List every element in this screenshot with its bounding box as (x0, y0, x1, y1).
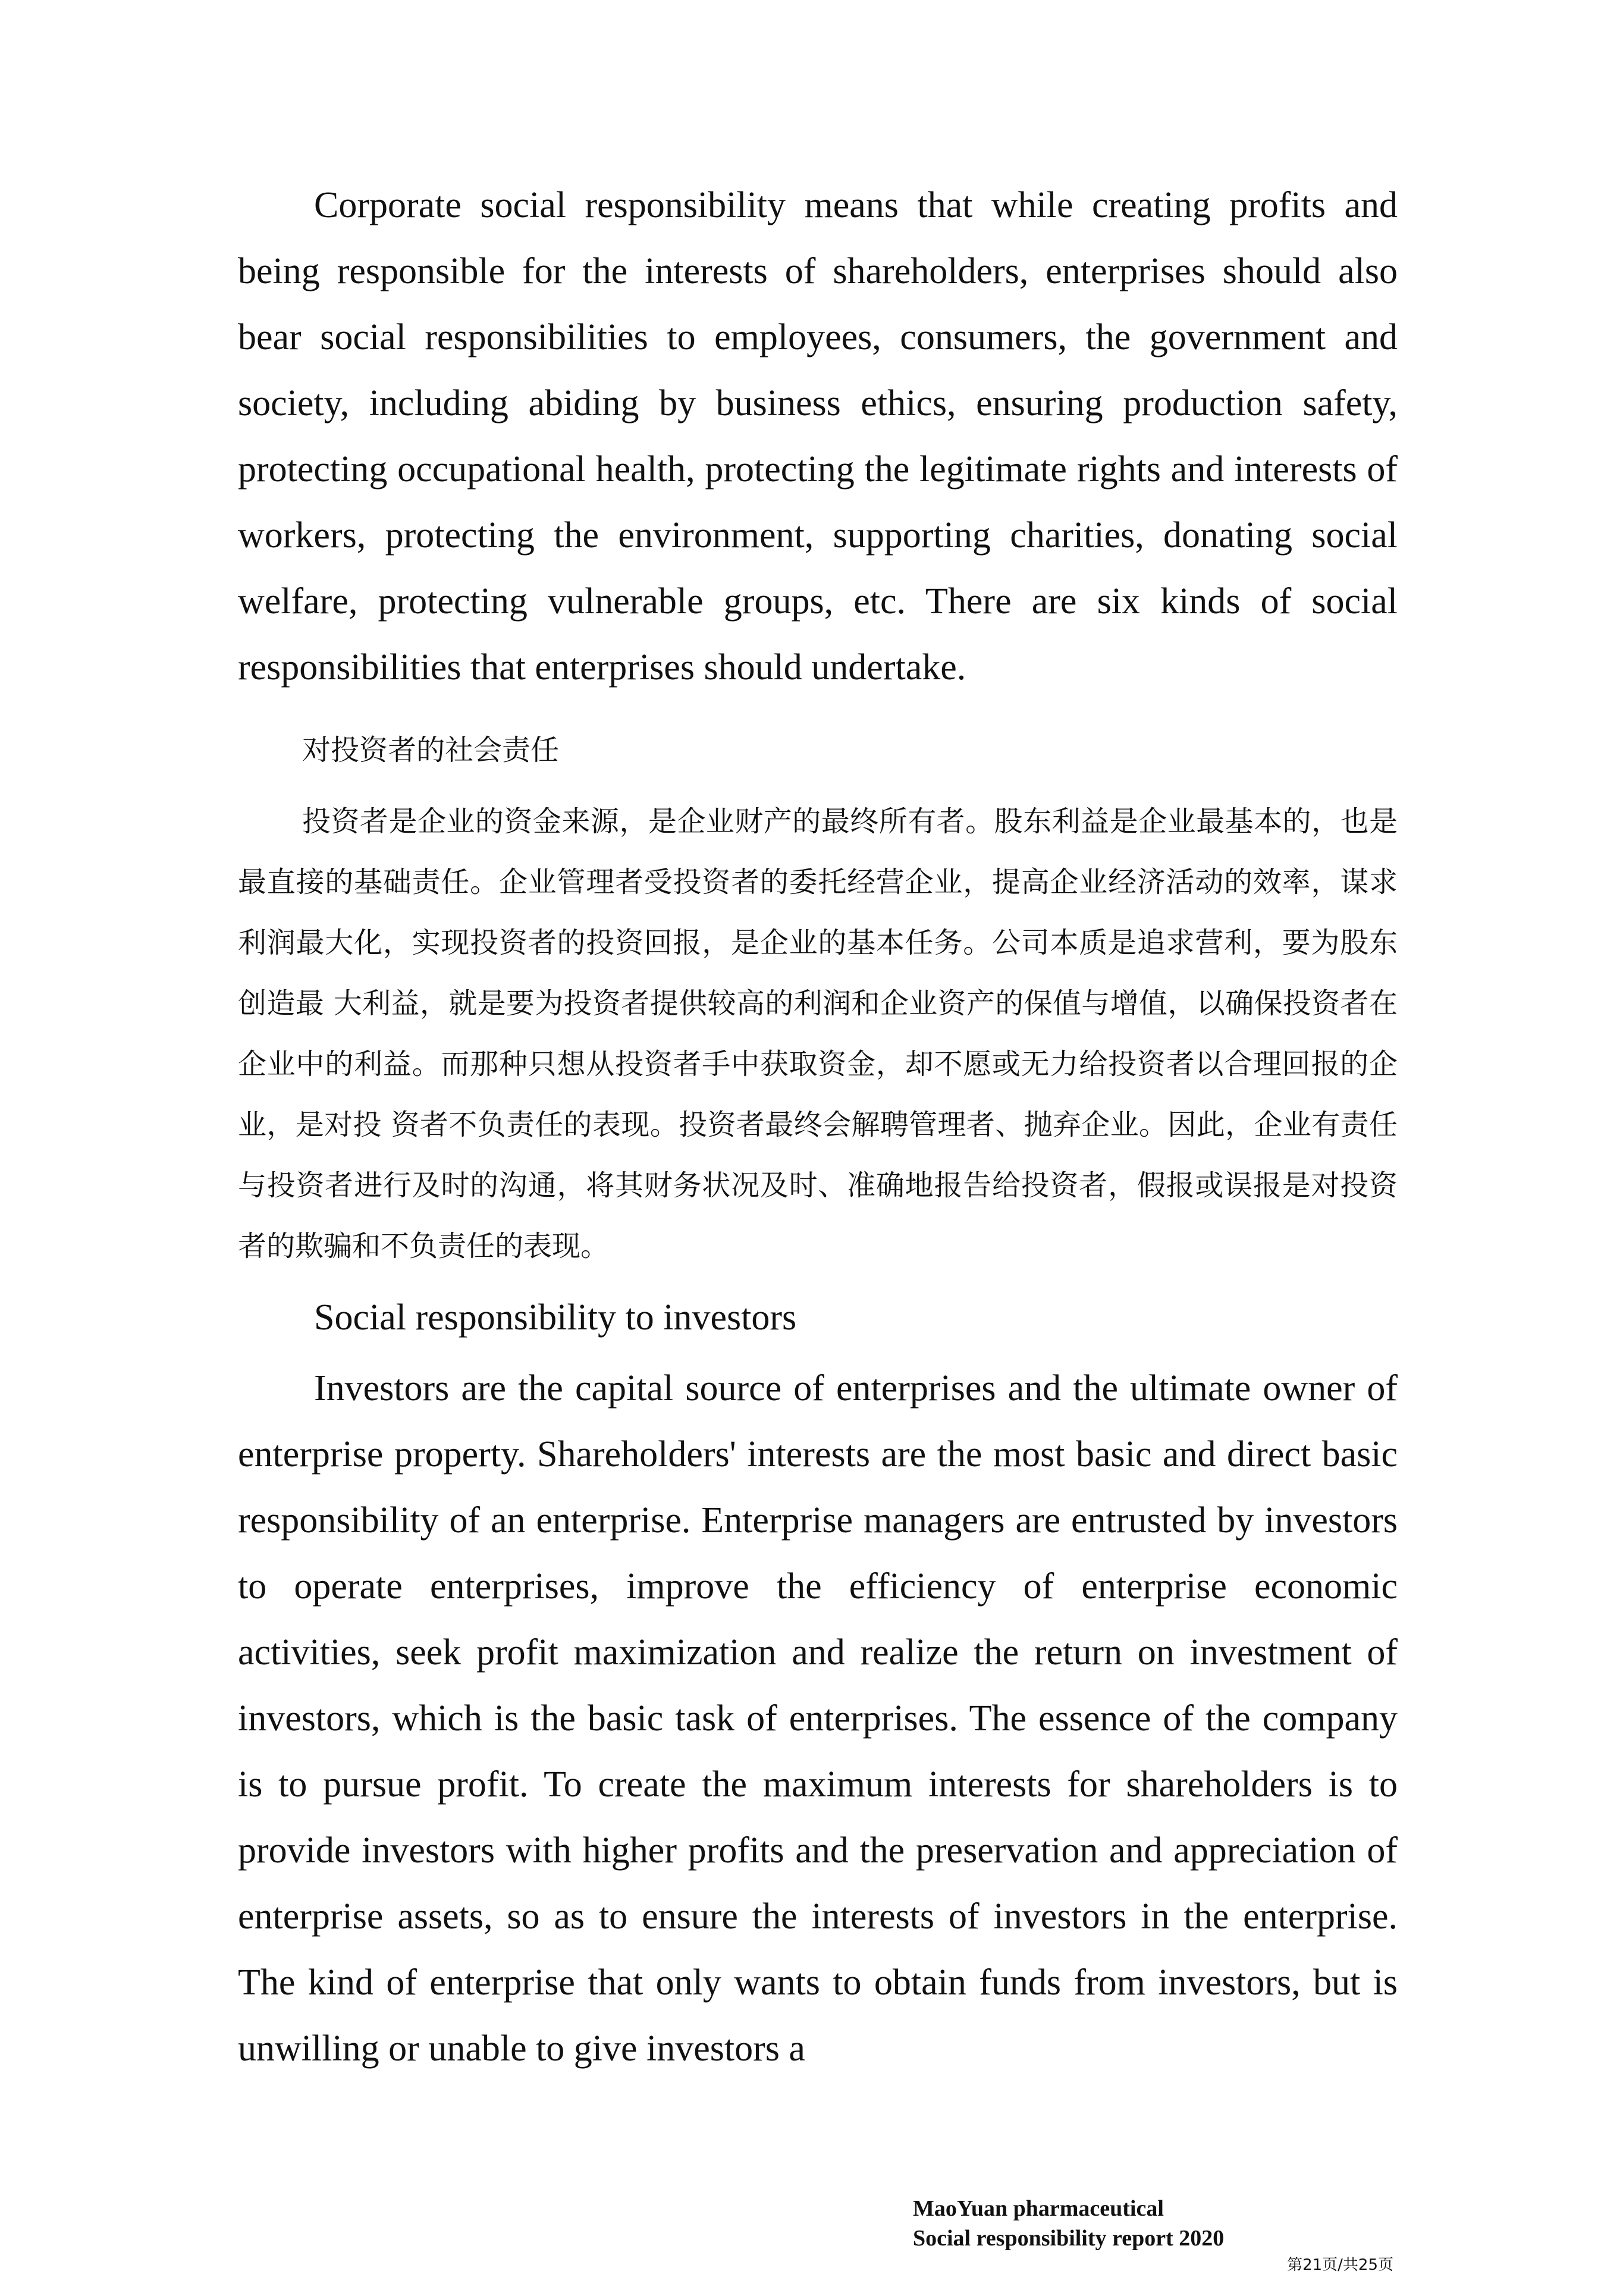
intro-paragraph-en: Corporate social responsibility means that while creating profits and being responsible for the interests of shareholders, enterprises should also bear social responsibilities to employees, consumers, the government and society, including abiding by business ethics, ensuring production safety, protecting occupational health, protecting the legitimate rights and interests of workers, protecting the environment, supporting charities, donating social welfare, protecting vulnerable groups, etc. There are six kinds of social responsibilities that enterprises should undertake. (238, 185, 1398, 688)
footer-company-name: MaoYuan pharmaceutical (913, 2196, 1164, 2221)
investors-paragraph-en: Investors are the capital source of enterprises and the ultimate owner of enterprise property. Shareholders' interests are the most basic and direct basic responsibility of an enterprise. Enterprise managers are entrusted by investors to operate enterprises, improve the efficiency of enterprise economic activities, seek profit maximization and realize the return on investment of investors, which is the basic task of enterprises. The essence of the company is to pursue profit. To create the maximum interests for shareholders is to provide investors with higher profits and the preservation and appreciation of enterprise assets, so as to ensure the interests of investors in the enterprise. The kind of enterprise that only wants to obtain funds from investors, but is unwilling or unable to give investors a (238, 1368, 1398, 2069)
section-heading-en: Social responsibility to investors (314, 1297, 797, 1338)
investors-paragraph-zh: 投资者是企业的资金来源，是企业财产的最终所有者。股东利益是企业最基本的，也是最直接的基础责任。企业管理者受投资者的委托经营企业，提高企业经济活动的效率，谋求利润最大化，实现投资者的投资回报，是企业的基本任务。公司本质是追求营利，要为股东创造最 大利益，就是要为投资者提供较高的利润和企业资产的保值与增值，以确保投资者在企业中的利益。而那种只想从投资者手中获取资金，却不愿或无力给投资者以合理回报的企业，是对投 资者不负责任的表现。投资者最终会解聘管理者、抛弃企业。因此，企业有责任与投资者进行及时的沟通，将其财务状况及时、准确地报告给投资者，假报或误报是对投资者的欺骗和不负责任的表现。 (238, 805, 1398, 1263)
page-number: 第21页/共25页 (1287, 2256, 1393, 2274)
page-footer (913, 2194, 1224, 2253)
footer-report-title: Social responsibility report 2020 (913, 2226, 1225, 2251)
document-body (238, 172, 1398, 2082)
section-heading-zh: 对投资者的社会责任 (302, 733, 560, 767)
